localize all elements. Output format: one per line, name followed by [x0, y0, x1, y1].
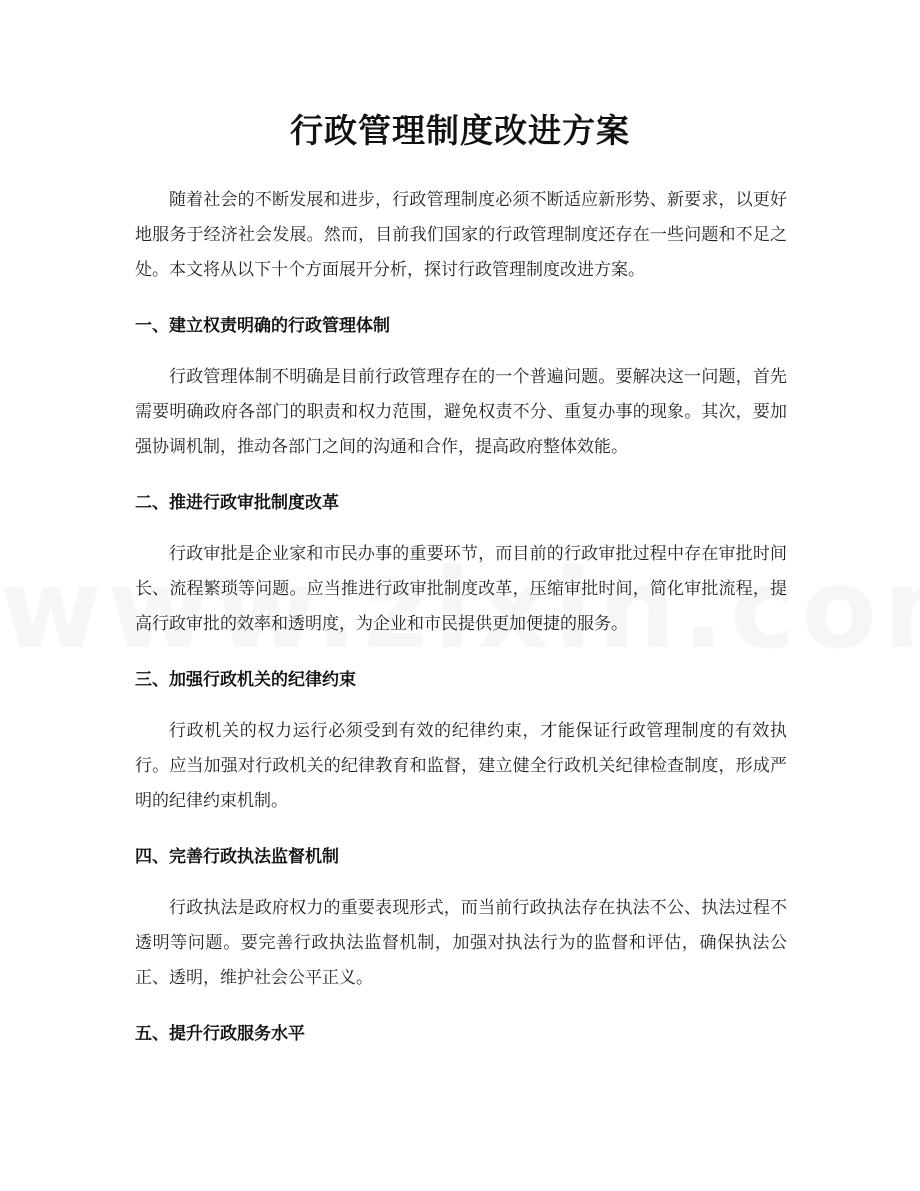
intro-paragraph: 随着社会的不断发展和进步，行政管理制度必须不断适应新形势、新要求，以更好地服务于经济社会发展。然而，目前我们国家的行政管理制度还存在一些问题和不足之处。本文将从以下十个方面展开分析，探讨行政管理制度改进方案。 — [135, 190, 787, 280]
section-heading-5: 五、提升行政服务水平 — [135, 1024, 305, 1044]
section-heading-3: 三、加强行政机关的纪律约束 — [135, 670, 356, 690]
section-paragraph-1: 行政管理体制不明确是目前行政管理存在的一个普遍问题。要解决这一问题，首先需要明确政府各部门的职责和权力范围，避免权责不分、重复办事的现象。其次，要加强协调机制，推动各部门之间的沟通和合作，提高政府整体效能。 — [135, 367, 787, 457]
document-title: 行政管理制度改进方案 — [290, 111, 630, 150]
section-heading-1: 一、建立权责明确的行政管理体制 — [135, 316, 390, 336]
section-heading-4: 四、完善行政执法监督机制 — [135, 847, 339, 867]
section-paragraph-4: 行政执法是政府权力的重要表现形式，而当前行政执法存在执法不公、执法过程不透明等问题。要完善行政执法监督机制，加强对执法行为的监督和评估，确保执法公正、透明，维护社会公平正义。 — [135, 898, 787, 988]
document-body — [135, 183, 787, 1046]
section-heading-2: 二、推进行政审批制度改革 — [135, 493, 339, 513]
section-paragraph-2: 行政审批是企业家和市民办事的重要环节，而目前的行政审批过程中存在审批时间长、流程繁琐等问题。应当推进行政审批制度改革，压缩审批时间，简化审批流程，提高行政审批的效率和透明度，为企业和市民提供更加便捷的服务。 — [135, 544, 787, 634]
section-paragraph-3: 行政机关的权力运行必须受到有效的纪律约束，才能保证行政管理制度的有效执行。应当加强对行政机关的纪律教育和监督，建立健全行政机关纪律检查制度，形成严明的纪律约束机制。 — [135, 721, 787, 811]
